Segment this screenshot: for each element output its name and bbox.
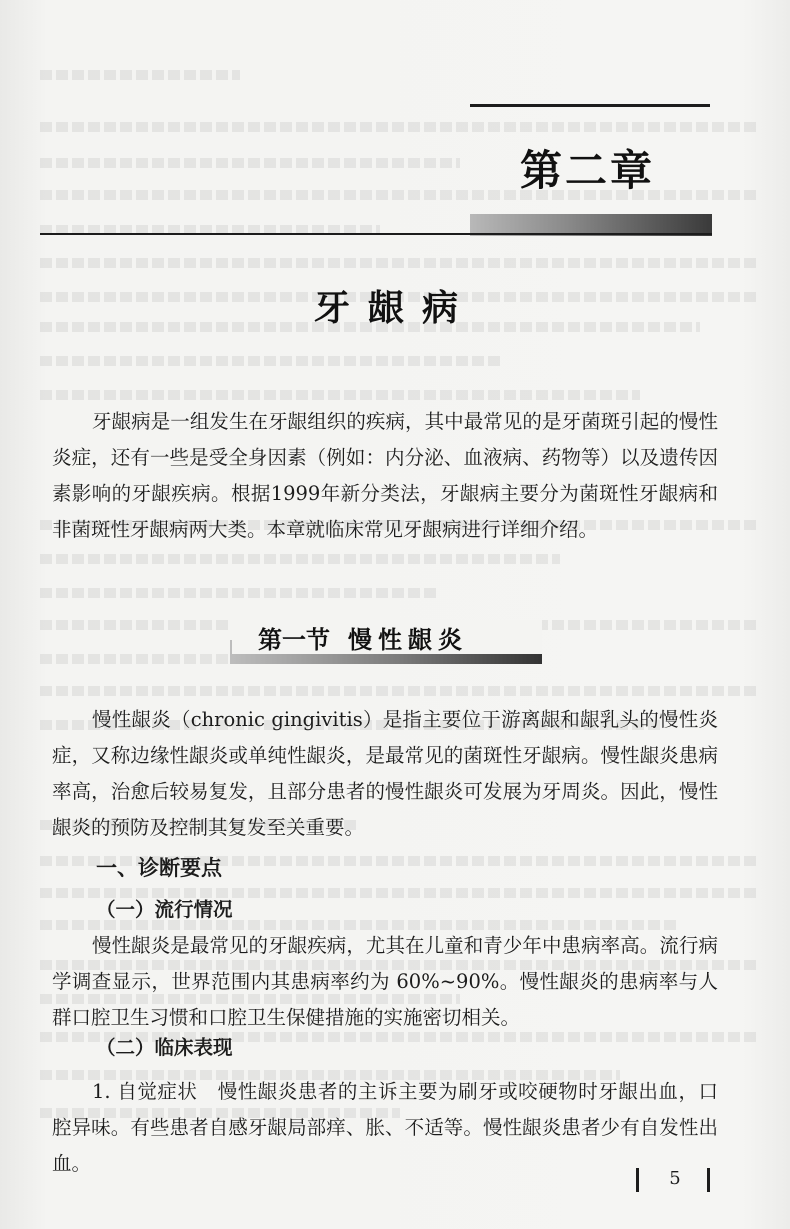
epidemiology-paragraph: 慢性龈炎是最常见的牙龈疾病，尤其在儿童和青少年中患病率高。流行病学调查显示，世界范围内其患病率约为 60%~90%。慢性龈炎的患病率与人群口腔卫生习惯和口腔卫生保健措施的实施密切相关。 <box>52 934 718 1029</box>
header-top-rule <box>470 104 710 107</box>
clinical-heading: （二）临床表现 <box>96 1036 233 1059</box>
chapter-title: 第二章 <box>520 146 656 195</box>
chapter-divider <box>40 233 712 235</box>
symptom-paragraph <box>52 1074 718 1182</box>
page-number-right-bar <box>707 1168 710 1192</box>
diagnosis-heading: 一、诊断要点 <box>96 856 222 880</box>
page-number: 5 <box>669 1168 681 1189</box>
section-heading <box>258 620 468 655</box>
epidemiology-heading: （一）流行情况 <box>96 898 233 921</box>
symptom-text: 慢性龈炎患者的主诉主要为刷牙或咬硬物时牙龈出血，口腔异味。有些患者自感牙龈局部痒、胀、不适等。慢性龈炎患者少有自发性出血。 <box>52 1080 718 1175</box>
section-title: 慢性龈炎 <box>348 626 468 654</box>
intro-paragraph: 牙龈病是一组发生在牙龈组织的疾病，其中最常见的是牙菌斑引起的慢性炎症，还有一些是受全身因素（例如：内分泌、血液病、药物等）以及遗传因素影响的牙龈疾病。根据1999年新分类法，牙龈病主要分为菌斑性牙龈病和非菌斑性牙龈病两大类。本章就临床常见牙龈病进行详细介绍。 <box>52 410 718 541</box>
section-number: 第一节 <box>258 626 330 654</box>
page-number-left-bar <box>636 1168 639 1192</box>
symptom-label: 1. 自觉症状 <box>92 1080 198 1103</box>
definition-paragraph: 慢性龈炎（chronic gingivitis）是指主要位于游离龈和龈乳头的慢性炎症，又称边缘性龈炎或单纯性龈炎，是最常见的菌斑性牙龈病。慢性龈炎患病率高，治愈后较易复发，且部分患者的慢性龈炎可发展为牙周炎。因此，慢性龈炎的预防及控制其复发至关重要。 <box>52 708 718 839</box>
page-title: 牙龈病 <box>313 288 476 329</box>
